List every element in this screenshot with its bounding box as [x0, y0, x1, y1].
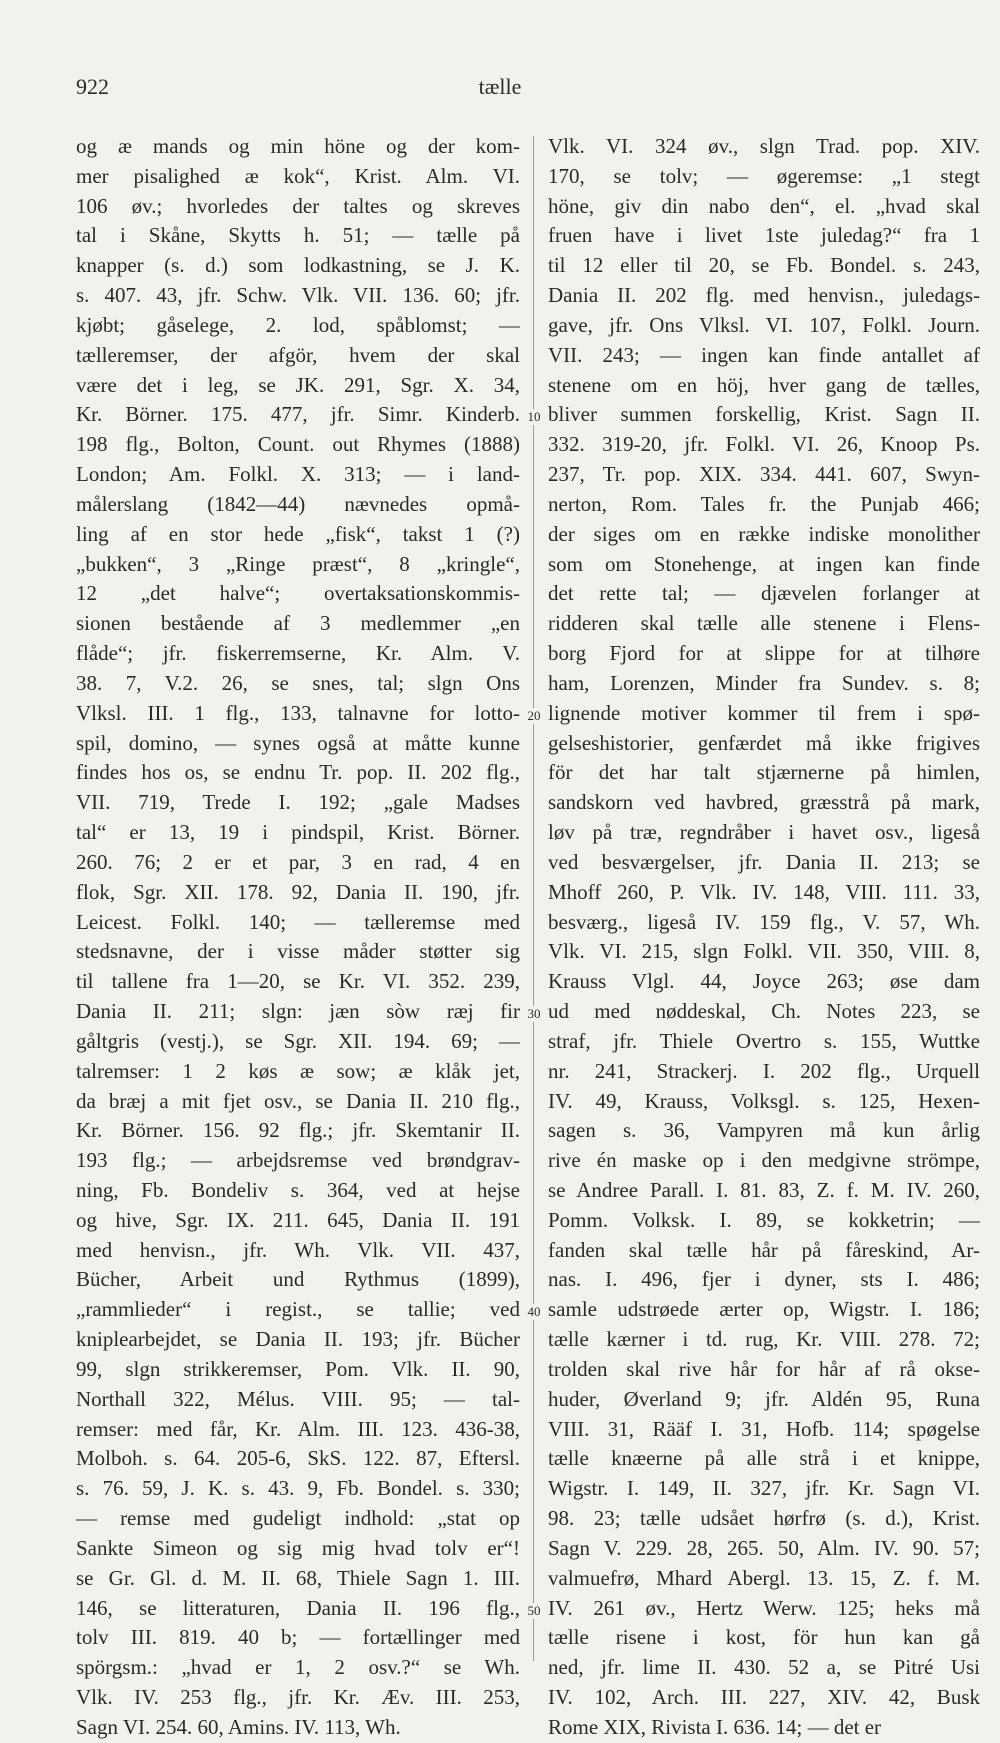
right-column-line: 98. 23; tælle udsået hørfrø (s. d.), Krist. [548, 1506, 980, 1531]
left-column-line: knapper (s. d.) som lodkastning, se J. K. [76, 253, 520, 278]
left-column-line: 193 flg.; — arbejdsremse ved brøndgrav- [76, 1148, 520, 1173]
line-number-marker: 30 [522, 1006, 546, 1022]
left-column-line: s. 407. 43, jfr. Schw. Vlk. VII. 136. 60; jfr. [76, 283, 520, 308]
right-column-line: för det har talt stjærnerne på himlen, [548, 760, 980, 785]
left-column-line: Northall 322, Mélus. VIII. 95; — tal- [76, 1386, 520, 1411]
left-column-line: og hive, Sgr. IX. 211. 645, Dania II. 191 [76, 1207, 520, 1232]
left-column-line: 146, se litteraturen, Dania II. 196 flg., [76, 1595, 520, 1620]
left-column-line: sionen bestående af 3 medlemmer „en [76, 611, 520, 636]
right-column-line: det rette tal; — djævelen forlanger at [548, 581, 980, 606]
right-column-line: 332. 319-20, jfr. Folkl. VI. 26, Knoop Ps. [548, 432, 980, 457]
left-column-line: spörgsm.: „hvad er 1, 2 osv.?“ se Wh. [76, 1655, 520, 1680]
left-column-line: Sankte Simeon og sig mig hvad tolv er“! [76, 1535, 520, 1560]
right-column-line: huder, Øverland 9; jfr. Aldén 95, Runa [548, 1386, 980, 1411]
right-column-line: tælle risene i kost, för hun kan gå [548, 1625, 980, 1650]
left-column-line: flåde“; jfr. fiskerremserne, Kr. Alm. V. [76, 641, 520, 666]
right-column-line: borg Fjord for at slippe for at tilhøre [548, 641, 980, 666]
left-column-line: kjøbt; gåselege, 2. lod, spåblomst; — [76, 312, 520, 337]
right-column-line: straf, jfr. Thiele Overtro s. 155, Wuttke [548, 1028, 980, 1053]
left-column-line: tolv III. 819. 40 b; — fortællinger med [76, 1625, 520, 1650]
right-column-line: Krauss Vlgl. 44, Joyce 263; øse dam [548, 969, 980, 994]
right-column-line: til 12 eller til 20, se Fb. Bondel. s. 243, [548, 253, 980, 278]
left-column-line: med henvisn., jfr. Wh. Vlk. VII. 437, [76, 1237, 520, 1262]
right-column-line: tælle knæerne på alle strå i et knippe, [548, 1446, 980, 1471]
left-column-line: „rammlieder“ i regist., se tallie; ved [76, 1297, 520, 1322]
left-column-line: til tallene fra 1—20, se Kr. VI. 352. 239, [76, 969, 520, 994]
left-column-line: Sagn VI. 254. 60, Amins. IV. 113, Wh. [76, 1714, 401, 1739]
right-column-line: VII. 243; — ingen kan finde antallet af [548, 342, 980, 367]
left-column-line: talremser: 1 2 køs æ sow; æ klåk jet, [76, 1058, 520, 1083]
right-column-line: ved besværgelser, jfr. Dania II. 213; se [548, 849, 980, 874]
page-number: 922 [76, 74, 109, 99]
right-column-line: ud med nøddeskal, Ch. Notes 223, se [548, 999, 980, 1024]
left-column-line: tælleremser, der afgör, hvem der skal [76, 342, 520, 367]
right-column-line: IV. 102, Arch. III. 227, XIV. 42, Busk [548, 1685, 980, 1710]
left-column-line: remser: med får, Kr. Alm. III. 123. 436-38, [76, 1416, 520, 1441]
right-column-line: ridderen skal tælle alle stenene i Flens- [548, 611, 980, 636]
left-column-line: flok, Sgr. XII. 178. 92, Dania II. 190, jfr. [76, 879, 520, 904]
right-column-line: løv på træ, regndråber i havet osv., ligeså [548, 820, 980, 845]
right-column-line: VIII. 31, Rääf I. 31, Hofb. 114; spøgelse [548, 1416, 980, 1441]
left-column-line: Dania II. 211; slgn: jæn sòw ræj fir [76, 999, 520, 1024]
right-column-line: tælle kærner i td. rug, Kr. VIII. 278. 72; [548, 1327, 980, 1352]
left-column-line: — remse med gudeligt indhold: „stat op [76, 1506, 520, 1531]
left-column-line: målerslang (1842—44) nævnedes opmå- [76, 491, 520, 516]
left-column-line: 106 øv.; hvorledes der taltes og skreves [76, 193, 520, 218]
left-column-line: Kr. Börner. 175. 477, jfr. Simr. Kinderb. [76, 402, 520, 427]
right-column-line: höne, giv din nabo den“, el. „hvad skal [548, 193, 980, 218]
right-column-line: nas. I. 496, fjer i dyner, sts I. 486; [548, 1267, 980, 1292]
right-column-line: trolden skal rive hår for hår af rå okse- [548, 1356, 980, 1381]
right-column-line: Pomm. Volksk. I. 89, se kokketrin; — [548, 1207, 980, 1232]
left-column-line: stedsnavne, der i visse måder støtter sig [76, 939, 520, 964]
right-column-line: lignende motiver kommer til frem i spø- [548, 700, 980, 725]
left-column-line: 260. 76; 2 er et par, 3 en rad, 4 en [76, 849, 520, 874]
left-column-line: VII. 719, Trede I. 192; „gale Madses [76, 790, 520, 815]
left-column-line: Kr. Börner. 156. 92 flg.; jfr. Skemtanir II. [76, 1118, 520, 1143]
left-column-line: London; Am. Folkl. X. 313; — i land- [76, 462, 520, 487]
right-column-line: ham, Lorenzen, Minder fra Sundev. s. 8; [548, 670, 980, 695]
left-column-line: ning, Fb. Bondeliv s. 364, ved at hejse [76, 1177, 520, 1202]
right-column-line: Dania II. 202 flg. med henvisn., juledags- [548, 283, 980, 308]
right-column-line: 170, se tolv; — øgeremse: „1 stegt [548, 163, 980, 188]
left-column-line: Vlksl. III. 1 flg., 133, talnavne for lotto- [76, 700, 520, 725]
right-column-line: valmuefrø, Mhard Abergl. 13. 15, Z. f. M. [548, 1565, 980, 1590]
left-column-line: mer pisalighed æ kok“, Krist. Alm. VI. [76, 163, 520, 188]
left-column-line: Leicest. Folkl. 140; — tælleremse med [76, 909, 520, 934]
right-column [548, 132, 980, 1743]
right-column-line: fanden skal tælle hår på fåreskind, Ar- [548, 1237, 980, 1262]
left-column-line: s. 76. 59, J. K. s. 43. 9, Fb. Bondel. s. 330; [76, 1476, 520, 1501]
right-column-line: ned, jfr. lime II. 430. 52 a, se Pitré Usi [548, 1655, 980, 1680]
line-number-marker: 50 [522, 1603, 546, 1619]
left-column-line: 198 flg., Bolton, Count. out Rhymes (1888) [76, 432, 520, 457]
right-column-line: sagen s. 36, Vampyren må kun årlig [548, 1118, 980, 1143]
right-column-line: sandskorn ved havbred, græsstrå på mark, [548, 790, 980, 815]
right-column-line: stenene om en höj, hver gang de tælles, [548, 372, 980, 397]
left-column [76, 132, 520, 1743]
right-column-line: 237, Tr. pop. XIX. 334. 441. 607, Swyn- [548, 462, 980, 487]
right-column-line: fruen have i livet 1ste juledag?“ fra 1 [548, 223, 980, 248]
right-column-line: Wigstr. I. 149, II. 327, jfr. Kr. Sagn VI. [548, 1476, 980, 1501]
left-column-line: findes hos os, se endnu Tr. pop. II. 202 flg., [76, 760, 520, 785]
left-column-line: 38. 7, V.2. 26, se snes, tal; slgn Ons [76, 670, 520, 695]
right-column-line: der siges om en række indiske monolither [548, 521, 980, 546]
right-column-line: Rome XIX, Rivista I. 636. 14; — det er [548, 1714, 882, 1739]
left-column-line: tal“ er 13, 19 i pindspil, Krist. Börner. [76, 820, 520, 845]
left-column-line: tal i Skåne, Skytts h. 51; — tælle på [76, 223, 520, 248]
left-column-line: spil, domino, — synes også at måtte kunne [76, 730, 520, 755]
right-column-line: Vlk. VI. 215, slgn Folkl. VII. 350, VIII. 8, [548, 939, 980, 964]
left-column-line: ling af en stor hede „fisk“, takst 1 (?) [76, 521, 520, 546]
right-column-line: IV. 49, Krauss, Volksgl. s. 125, Hexen- [548, 1088, 980, 1113]
right-column-line: Vlk. VI. 324 øv., slgn Trad. pop. XIV. [548, 134, 980, 158]
left-column-line: se Gr. Gl. d. M. II. 68, Thiele Sagn 1. III. [76, 1565, 520, 1590]
line-number-marker: 10 [522, 409, 546, 425]
left-column-line: „bukken“, 3 „Ringe præst“, 8 „kringle“, [76, 551, 520, 576]
right-column-line: gave, jfr. Ons Vlksl. VI. 107, Folkl. Journ. [548, 312, 980, 337]
right-column-line: nerton, Rom. Tales fr. the Punjab 466; [548, 491, 980, 516]
left-column-line: være det i leg, se JK. 291, Sgr. X. 34, [76, 372, 520, 397]
left-column-line: kniplearbejdet, se Dania II. 193; jfr. Bücher [76, 1327, 520, 1352]
right-column-line: nr. 241, Strackerj. I. 202 flg., Urquell [548, 1058, 980, 1083]
left-column-line: da bræj a mit fjet osv., se Dania II. 210 flg., [76, 1088, 520, 1113]
right-column-line: som om Stonehenge, at ingen kan finde [548, 551, 980, 576]
right-column-line: gelseshistorier, genfærdet må ikke frigives [548, 730, 980, 755]
left-column-line: Vlk. IV. 253 flg., jfr. Kr. Æv. III. 253, [76, 1685, 520, 1710]
right-column-line: IV. 261 øv., Hertz Werw. 125; heks må [548, 1595, 980, 1620]
right-column-line: samle udstrøede ærter op, Wigstr. I. 186; [548, 1297, 980, 1322]
right-column-line: Sagn V. 229. 28, 265. 50, Alm. IV. 90. 57; [548, 1535, 980, 1560]
right-column-line: se Andree Parall. I. 81. 83, Z. f. M. IV. 260, [548, 1177, 980, 1202]
right-column-line: rive én maske op i den medgivne strömpe, [548, 1148, 980, 1173]
left-column-line: Molboh. s. 64. 205-6, SkS. 122. 87, Eftersl. [76, 1446, 520, 1471]
left-column-line: gåltgris (vestj.), se Sgr. XII. 194. 69; — [76, 1028, 520, 1053]
line-number-marker: 40 [522, 1304, 546, 1320]
left-column-line: Bücher, Arbeit und Rythmus (1899), [76, 1267, 520, 1292]
line-number-marker: 20 [522, 708, 546, 724]
right-column-line: Mhoff 260, P. Vlk. IV. 148, VIII. 111. 33, [548, 879, 980, 904]
left-column-line: og æ mands og min höne og der kom- [76, 134, 520, 158]
column-rule [533, 136, 534, 1661]
right-column-line: besværg., ligeså IV. 159 flg., V. 57, Wh. [548, 909, 980, 934]
left-column-line: 99, slgn strikkeremser, Pom. Vlk. II. 90, [76, 1356, 520, 1381]
right-column-line: bliver summen forskellig, Krist. Sagn II. [548, 402, 980, 427]
running-head: tælle [478, 74, 522, 99]
left-column-line: 12 „det halve“; overtaksationskommis- [76, 581, 520, 606]
